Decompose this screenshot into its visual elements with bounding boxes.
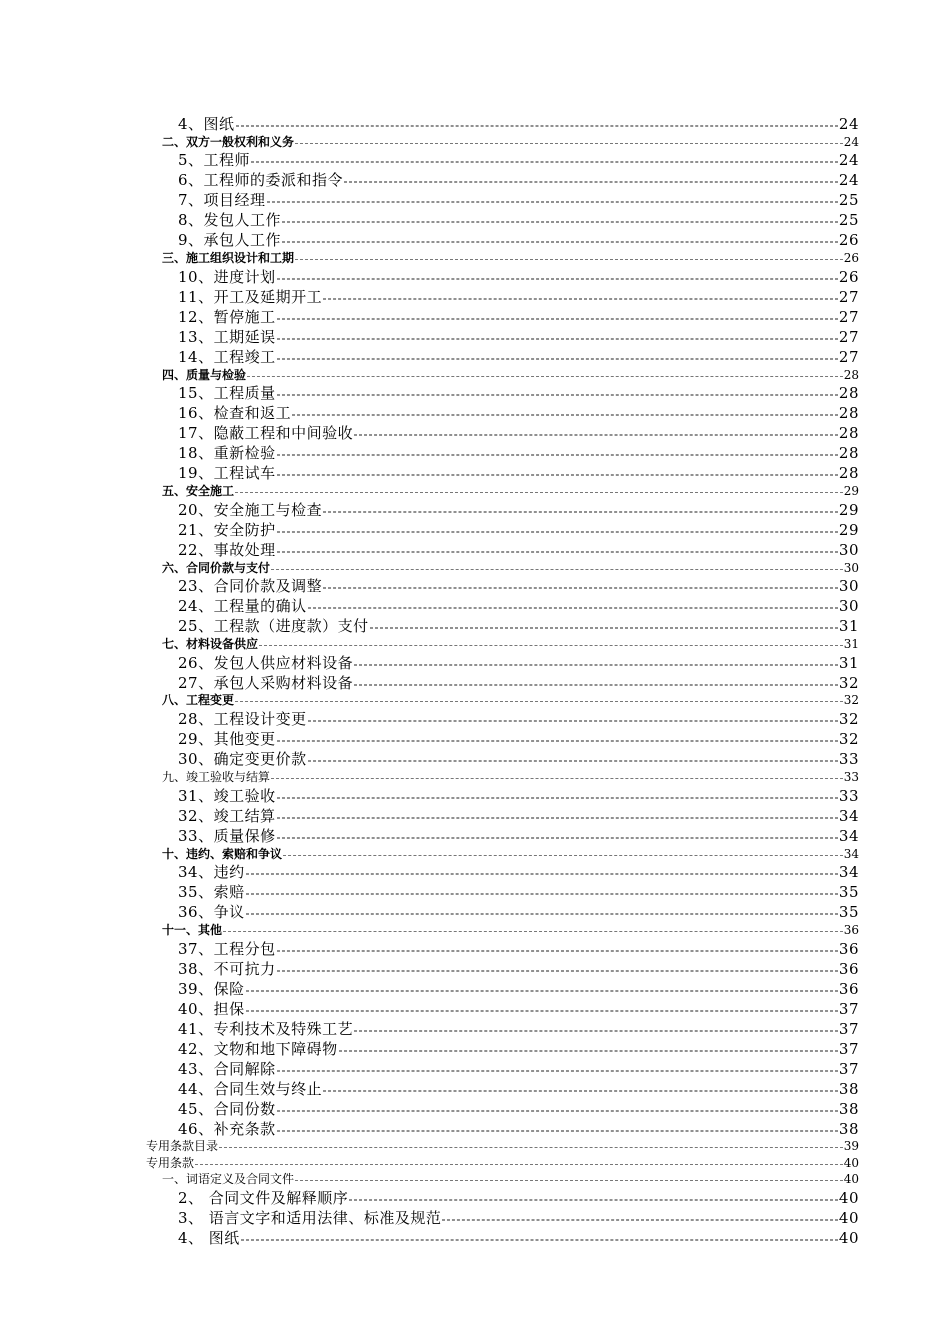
toc-entry-label: 10、进度计划 bbox=[178, 268, 276, 286]
toc-entry-label: 2、 合同文件及解释顺序 bbox=[178, 1189, 349, 1207]
toc-entry[interactable] bbox=[178, 423, 859, 443]
toc-page-number: 28 bbox=[838, 384, 859, 402]
toc-section-heading[interactable] bbox=[162, 692, 859, 708]
dot-leader bbox=[295, 143, 843, 144]
dot-leader bbox=[246, 991, 838, 992]
toc-page-number: 32 bbox=[838, 730, 859, 748]
toc-entry[interactable] bbox=[178, 1228, 859, 1248]
toc-page-number: 28 bbox=[838, 424, 859, 442]
toc-entry-label: 37、工程分包 bbox=[178, 940, 276, 958]
toc-section-heading[interactable] bbox=[162, 560, 859, 576]
dot-leader bbox=[339, 1051, 838, 1052]
toc-page-number: 37 bbox=[838, 1020, 859, 1038]
toc-entry[interactable] bbox=[178, 540, 859, 560]
dot-leader bbox=[354, 435, 838, 436]
toc-entry-label: 5、工程师 bbox=[178, 151, 251, 169]
toc-section-heading[interactable] bbox=[162, 483, 859, 499]
toc-page-number: 40 bbox=[838, 1189, 859, 1207]
toc-entry-label: 28、工程设计变更 bbox=[178, 710, 307, 728]
toc-entry-label: 16、检查和返工 bbox=[178, 404, 292, 422]
toc-page-number: 28 bbox=[838, 464, 859, 482]
dot-leader bbox=[277, 475, 838, 476]
dot-leader bbox=[236, 126, 838, 127]
toc-entry-label: 十一、其他 bbox=[162, 923, 223, 937]
dot-leader bbox=[344, 182, 838, 183]
toc-entry[interactable] bbox=[178, 327, 859, 347]
toc-entry-label: 36、争议 bbox=[178, 903, 245, 921]
toc-entry-label: 32、竣工结算 bbox=[178, 807, 276, 825]
toc-entry-label: 4、 图纸 bbox=[178, 1229, 240, 1247]
dot-leader bbox=[282, 222, 838, 223]
toc-page-number: 27 bbox=[838, 308, 859, 326]
toc-entry[interactable] bbox=[178, 287, 859, 307]
dot-leader bbox=[442, 1220, 838, 1221]
toc-page-number: 37 bbox=[838, 1060, 859, 1078]
toc-section-heading[interactable] bbox=[162, 367, 859, 383]
dot-leader bbox=[292, 415, 838, 416]
toc-entry[interactable] bbox=[178, 1119, 859, 1139]
toc-page-number: 24 bbox=[843, 135, 859, 149]
toc-entry-label: 35、索赔 bbox=[178, 883, 245, 901]
toc-page-number: 28 bbox=[843, 368, 859, 382]
toc-page-number: 32 bbox=[838, 674, 859, 692]
toc-page-number: 33 bbox=[843, 770, 859, 784]
toc-page-number: 37 bbox=[838, 1040, 859, 1058]
toc-entry[interactable] bbox=[178, 786, 859, 806]
toc-page-number: 40 bbox=[843, 1172, 859, 1186]
toc-entry[interactable] bbox=[178, 463, 859, 483]
toc-entry[interactable] bbox=[178, 520, 859, 540]
toc-section-heading[interactable] bbox=[146, 1138, 859, 1154]
dot-leader bbox=[271, 569, 843, 570]
dot-leader bbox=[370, 628, 838, 629]
dot-leader bbox=[323, 1091, 838, 1092]
dot-leader bbox=[354, 685, 838, 686]
toc-section-heading[interactable] bbox=[162, 250, 859, 266]
toc-page-number: 31 bbox=[843, 637, 859, 651]
toc-entry-label: 27、承包人采购材料设备 bbox=[178, 674, 354, 692]
toc-page-number: 38 bbox=[838, 1080, 859, 1098]
toc-entry[interactable] bbox=[178, 403, 859, 423]
toc-entry[interactable] bbox=[178, 806, 859, 826]
toc-entry-label: 13、工期延误 bbox=[178, 328, 276, 346]
toc-page-number: 30 bbox=[838, 597, 859, 615]
dot-leader bbox=[246, 1011, 838, 1012]
toc-entry-label: 8、发包人工作 bbox=[178, 211, 282, 229]
toc-page-number: 36 bbox=[838, 940, 859, 958]
toc-page-number: 26 bbox=[838, 268, 859, 286]
toc-entry-label: 十、违约、索赔和争议 bbox=[162, 847, 283, 861]
toc-entry-label: 3、 语言文字和适用法律、标准及规范 bbox=[178, 1209, 442, 1227]
dot-leader bbox=[283, 855, 843, 856]
dot-leader bbox=[308, 608, 838, 609]
toc-entry[interactable] bbox=[178, 170, 859, 190]
dot-leader bbox=[277, 552, 838, 553]
dot-leader bbox=[195, 1164, 843, 1165]
dot-leader bbox=[282, 242, 838, 243]
dot-leader bbox=[251, 162, 838, 163]
dot-leader bbox=[308, 761, 838, 762]
toc-page-number: 34 bbox=[838, 827, 859, 845]
toc-page-number: 40 bbox=[838, 1229, 859, 1247]
toc-page-number: 28 bbox=[838, 404, 859, 422]
toc-page-number: 27 bbox=[838, 288, 859, 306]
toc-section-heading[interactable] bbox=[146, 1155, 859, 1171]
toc-entry-label: 七、材料设备供应 bbox=[162, 637, 259, 651]
dot-leader bbox=[247, 376, 843, 377]
toc-page-number: 38 bbox=[838, 1120, 859, 1138]
toc-page-number: 40 bbox=[843, 1156, 859, 1170]
toc-entry-label: 31、竣工验收 bbox=[178, 787, 276, 805]
toc-page-number: 29 bbox=[843, 484, 859, 498]
dot-leader bbox=[323, 299, 838, 300]
toc-entry[interactable] bbox=[178, 673, 859, 693]
toc-page-number: 37 bbox=[838, 1000, 859, 1018]
dot-leader bbox=[277, 359, 838, 360]
toc-entry[interactable] bbox=[178, 267, 859, 287]
dot-leader bbox=[295, 259, 843, 260]
dot-leader bbox=[295, 1180, 843, 1181]
toc-page-number: 29 bbox=[838, 521, 859, 539]
toc-page-number: 32 bbox=[838, 710, 859, 728]
toc-entry-label: 41、专利技术及特殊工艺 bbox=[178, 1020, 354, 1038]
toc-page-number: 34 bbox=[838, 807, 859, 825]
toc-entry[interactable] bbox=[178, 959, 859, 979]
toc-entry-label: 九、竣工验收与结算 bbox=[162, 770, 271, 784]
toc-entry[interactable] bbox=[178, 347, 859, 367]
toc-entry-label: 43、合同解除 bbox=[178, 1060, 276, 1078]
dot-leader bbox=[241, 1240, 838, 1241]
toc-entry[interactable] bbox=[178, 826, 859, 846]
toc-entry-label: 38、不可抗力 bbox=[178, 960, 276, 978]
toc-page-number: 28 bbox=[838, 444, 859, 462]
toc-entry[interactable] bbox=[178, 596, 859, 616]
toc-entry[interactable] bbox=[178, 939, 859, 959]
toc-entry-label: 专用条款目录 bbox=[146, 1139, 219, 1153]
toc-section-heading[interactable] bbox=[162, 846, 859, 862]
toc-page-number: 27 bbox=[838, 328, 859, 346]
toc-entry-label: 22、事故处理 bbox=[178, 541, 276, 559]
dot-leader bbox=[277, 951, 838, 952]
toc-entry[interactable] bbox=[178, 1039, 859, 1059]
dot-leader bbox=[267, 202, 838, 203]
dot-leader bbox=[354, 665, 838, 666]
toc-page-number: 24 bbox=[838, 171, 859, 189]
toc-page-number: 36 bbox=[843, 923, 859, 937]
toc-section-heading[interactable] bbox=[162, 1171, 859, 1187]
toc-page-number: 27 bbox=[838, 348, 859, 366]
toc-entry-label: 一、词语定义及合同文件 bbox=[162, 1172, 295, 1186]
toc-entry[interactable] bbox=[178, 1059, 859, 1079]
toc-entry-label: 21、安全防护 bbox=[178, 521, 276, 539]
toc-entry-label: 4、图纸 bbox=[178, 115, 235, 133]
toc-page-number: 36 bbox=[838, 960, 859, 978]
toc-section-heading[interactable] bbox=[162, 134, 859, 150]
dot-leader bbox=[277, 1111, 838, 1112]
toc-entry[interactable] bbox=[178, 862, 859, 882]
toc-entry[interactable] bbox=[178, 230, 859, 250]
dot-leader bbox=[271, 778, 843, 779]
toc-entry[interactable] bbox=[178, 882, 859, 902]
toc-entry[interactable] bbox=[178, 902, 859, 922]
dot-leader bbox=[223, 931, 843, 932]
toc-entry[interactable] bbox=[178, 1188, 859, 1208]
toc-entry-label: 7、项目经理 bbox=[178, 191, 266, 209]
toc-entry-label: 四、质量与检验 bbox=[162, 368, 247, 382]
toc-page-number: 35 bbox=[838, 883, 859, 901]
toc-page-number: 29 bbox=[838, 501, 859, 519]
toc-page-number: 31 bbox=[838, 617, 859, 635]
dot-leader bbox=[277, 395, 838, 396]
toc-entry[interactable] bbox=[178, 307, 859, 327]
dot-leader bbox=[277, 1131, 838, 1132]
toc-entry-label: 15、工程质量 bbox=[178, 384, 276, 402]
toc-entry[interactable] bbox=[178, 1019, 859, 1039]
toc-entry-label: 专用条款 bbox=[146, 1156, 195, 1170]
toc-entry-label: 40、担保 bbox=[178, 1000, 245, 1018]
toc-page-number: 35 bbox=[838, 903, 859, 921]
toc-entry[interactable] bbox=[178, 709, 859, 729]
toc-page-number: 24 bbox=[838, 115, 859, 133]
toc-entry-label: 34、违约 bbox=[178, 863, 245, 881]
toc-entry-label: 44、合同生效与终止 bbox=[178, 1080, 323, 1098]
toc-entry-label: 26、发包人供应材料设备 bbox=[178, 654, 354, 672]
dot-leader bbox=[277, 1071, 838, 1072]
toc-entry-label: 39、保险 bbox=[178, 980, 245, 998]
toc-entry-label: 29、其他变更 bbox=[178, 730, 276, 748]
toc-entry-label: 30、确定变更价款 bbox=[178, 750, 307, 768]
toc-entry[interactable] bbox=[178, 210, 859, 230]
dot-leader bbox=[277, 971, 838, 972]
toc-page-number: 25 bbox=[838, 191, 859, 209]
dot-leader bbox=[277, 339, 838, 340]
toc-entry-label: 六、合同价款与支付 bbox=[162, 561, 271, 575]
toc-entry[interactable] bbox=[178, 114, 859, 134]
toc-entry[interactable] bbox=[178, 729, 859, 749]
toc-page-number: 33 bbox=[838, 750, 859, 768]
toc-entry-label: 11、开工及延期开工 bbox=[178, 288, 323, 306]
toc-entry[interactable] bbox=[178, 443, 859, 463]
toc-page-number: 25 bbox=[838, 211, 859, 229]
toc-entry[interactable] bbox=[178, 383, 859, 403]
toc-entry-label: 45、合同份数 bbox=[178, 1100, 276, 1118]
toc-page-number: 38 bbox=[838, 1100, 859, 1118]
dot-leader bbox=[277, 838, 838, 839]
toc-entry[interactable] bbox=[178, 1079, 859, 1099]
toc-entry[interactable] bbox=[178, 979, 859, 999]
toc-entry-label: 八、工程变更 bbox=[162, 693, 235, 707]
dot-leader bbox=[349, 1200, 838, 1201]
toc-entry-label: 24、工程量的确认 bbox=[178, 597, 307, 615]
toc-page-number: 26 bbox=[838, 231, 859, 249]
toc-entry[interactable] bbox=[178, 1208, 859, 1228]
dot-leader bbox=[354, 1031, 838, 1032]
toc-entry-label: 46、补充条款 bbox=[178, 1120, 276, 1138]
dot-leader bbox=[246, 894, 838, 895]
toc-section-heading[interactable] bbox=[162, 922, 859, 938]
toc-page-number: 32 bbox=[843, 693, 859, 707]
toc-entry-label: 18、重新检验 bbox=[178, 444, 276, 462]
dot-leader bbox=[323, 588, 838, 589]
toc-entry-label: 42、文物和地下障碍物 bbox=[178, 1040, 338, 1058]
toc-page-number: 26 bbox=[843, 251, 859, 265]
toc-entry-label: 12、暂停施工 bbox=[178, 308, 276, 326]
toc-entry-label: 五、安全施工 bbox=[162, 484, 235, 498]
dot-leader bbox=[277, 798, 838, 799]
dot-leader bbox=[323, 512, 838, 513]
toc-page-number: 30 bbox=[838, 577, 859, 595]
toc-entry-label: 25、工程款（进度款）支付 bbox=[178, 617, 369, 635]
toc-entry[interactable] bbox=[178, 500, 859, 520]
dot-leader bbox=[277, 532, 838, 533]
toc-page-number: 24 bbox=[838, 151, 859, 169]
dot-leader bbox=[235, 492, 843, 493]
toc-entry[interactable] bbox=[178, 999, 859, 1019]
dot-leader bbox=[277, 319, 838, 320]
toc-section-heading[interactable] bbox=[162, 636, 859, 652]
toc-page-number: 40 bbox=[838, 1209, 859, 1227]
toc-entry-label: 19、工程试车 bbox=[178, 464, 276, 482]
toc-page-number: 36 bbox=[838, 980, 859, 998]
toc-entry[interactable] bbox=[178, 576, 859, 596]
toc-entry-label: 9、承包人工作 bbox=[178, 231, 282, 249]
toc-page-number: 30 bbox=[843, 561, 859, 575]
dot-leader bbox=[277, 455, 838, 456]
toc-page-number: 33 bbox=[838, 787, 859, 805]
toc-page-number: 34 bbox=[843, 847, 859, 861]
dot-leader bbox=[259, 645, 843, 646]
toc-entry-label: 二、双方一般权利和义务 bbox=[162, 135, 295, 149]
toc-page-number: 30 bbox=[838, 541, 859, 559]
toc-entry-label: 20、安全施工与检查 bbox=[178, 501, 323, 519]
toc-section-heading[interactable] bbox=[162, 769, 859, 785]
toc-page-number: 39 bbox=[843, 1139, 859, 1153]
dot-leader bbox=[246, 874, 838, 875]
toc-entry-label: 17、隐蔽工程和中间验收 bbox=[178, 424, 354, 442]
toc-page-number: 31 bbox=[838, 654, 859, 672]
toc-entry[interactable] bbox=[178, 616, 859, 636]
dot-leader bbox=[308, 721, 838, 722]
dot-leader bbox=[277, 741, 838, 742]
toc-entry-label: 33、质量保修 bbox=[178, 827, 276, 845]
dot-leader bbox=[277, 818, 838, 819]
toc-entry[interactable] bbox=[178, 653, 859, 673]
toc-entry[interactable] bbox=[178, 190, 859, 210]
dot-leader bbox=[219, 1147, 843, 1148]
toc-entry-label: 三、施工组织设计和工期 bbox=[162, 251, 295, 265]
toc-entry-label: 23、合同价款及调整 bbox=[178, 577, 323, 595]
dot-leader bbox=[246, 914, 838, 915]
toc-entry-label: 14、工程竣工 bbox=[178, 348, 276, 366]
toc-entry[interactable] bbox=[178, 150, 859, 170]
toc-entry[interactable] bbox=[178, 1099, 859, 1119]
dot-leader bbox=[277, 279, 838, 280]
dot-leader bbox=[235, 701, 843, 702]
toc-entry[interactable] bbox=[178, 749, 859, 769]
toc-entry-label: 6、工程师的委派和指令 bbox=[178, 171, 344, 189]
toc-page-number: 34 bbox=[838, 863, 859, 881]
